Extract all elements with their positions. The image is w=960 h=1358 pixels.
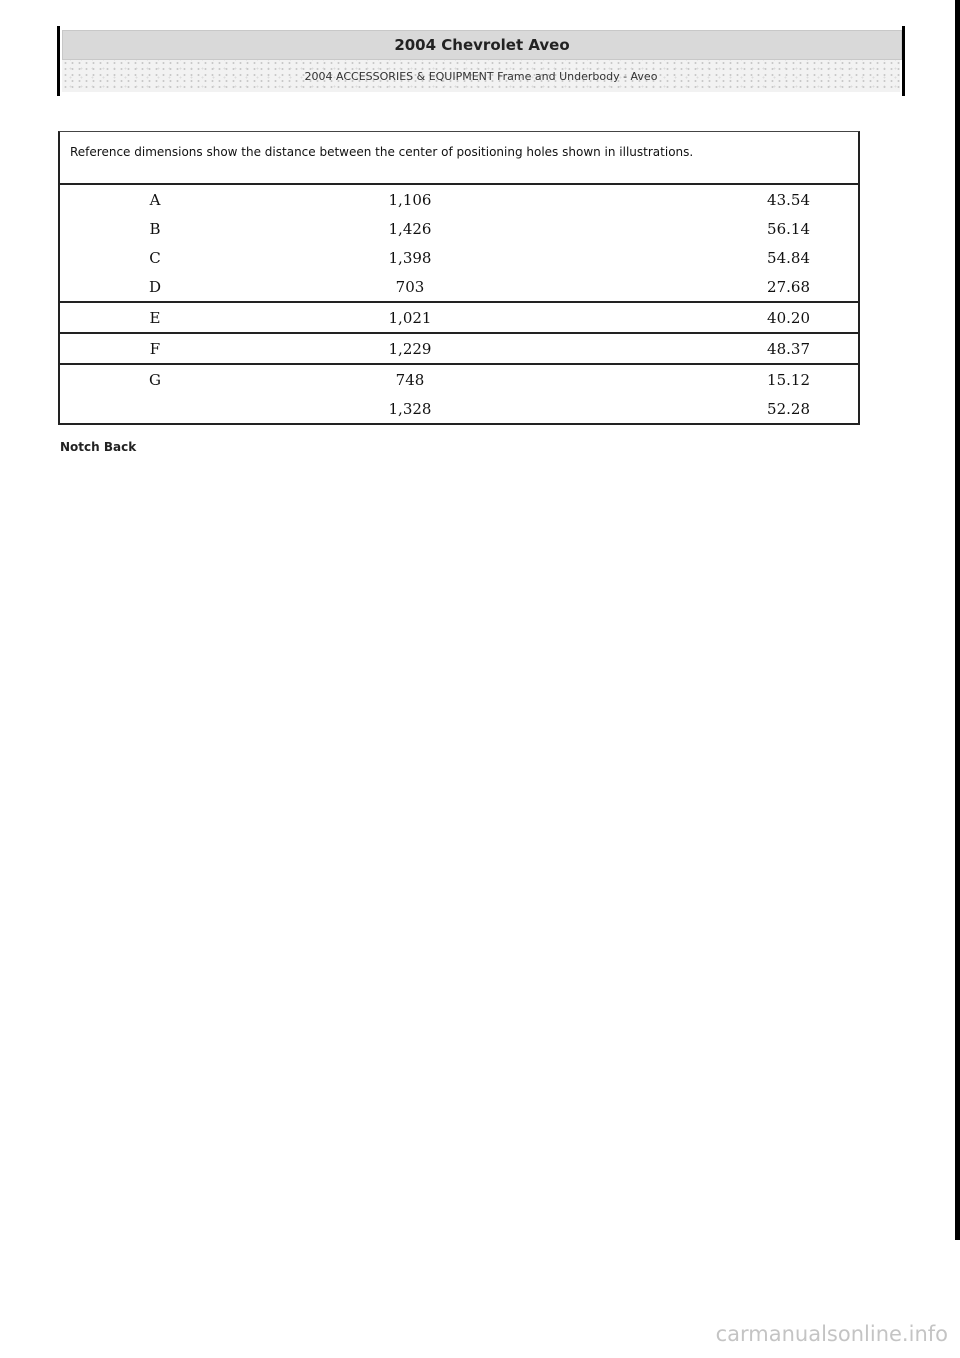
dimension-mm: 1,106	[388, 190, 432, 209]
table-row	[60, 272, 858, 301]
document-title: 2004 Chevrolet Aveo	[62, 30, 902, 60]
header-left-rule	[57, 26, 60, 96]
dimension-inch: 52.28	[767, 399, 810, 418]
dimension-mm: 1,328	[388, 399, 432, 418]
dimension-mm: 748	[395, 370, 425, 389]
table-row	[60, 303, 858, 332]
table-row	[60, 334, 858, 363]
watermark: carmanualsonline.info	[715, 1322, 948, 1346]
dimension-mm: 1,398	[388, 248, 432, 267]
dimension-mm: 703	[395, 277, 425, 296]
dimension-inch: 43.54	[767, 190, 810, 209]
dimension-mm: 1,229	[388, 339, 432, 358]
dimension-inch: 40.20	[767, 308, 810, 327]
reference-dimensions-table	[58, 131, 860, 425]
dimension-label: B	[149, 219, 161, 238]
figure-caption: Notch Back	[60, 440, 137, 454]
table-row	[60, 243, 858, 272]
dimension-label: F	[149, 339, 161, 358]
table-group	[60, 365, 858, 423]
document-subtitle: 2004 ACCESSORIES & EQUIPMENT Frame and Underbody - Aveo	[62, 60, 900, 92]
dimension-inch: 54.84	[767, 248, 810, 267]
dimension-inch: 15.12	[767, 370, 810, 389]
table-note: Reference dimensions show the distance between the center of positioning holes shown in illustrations.	[60, 132, 858, 185]
table-group	[60, 303, 858, 334]
dimension-label: E	[149, 308, 161, 327]
dimension-inch: 56.14	[767, 219, 810, 238]
table-row	[60, 365, 858, 394]
table-group	[60, 185, 858, 303]
dimension-mm: 1,426	[388, 219, 432, 238]
dimension-inch: 48.37	[767, 339, 810, 358]
dimension-label: C	[149, 248, 161, 267]
table-group	[60, 334, 858, 365]
page-edge-bar	[955, 0, 960, 1240]
dimension-label: G	[149, 370, 161, 389]
table-row	[60, 185, 858, 214]
table-row	[60, 394, 858, 423]
dimension-mm: 1,021	[388, 308, 432, 327]
dimension-label: D	[148, 277, 162, 296]
dimension-inch: 27.68	[767, 277, 810, 296]
dimension-label: A	[149, 190, 161, 209]
header-right-rule	[902, 26, 905, 96]
table-row	[60, 214, 858, 243]
